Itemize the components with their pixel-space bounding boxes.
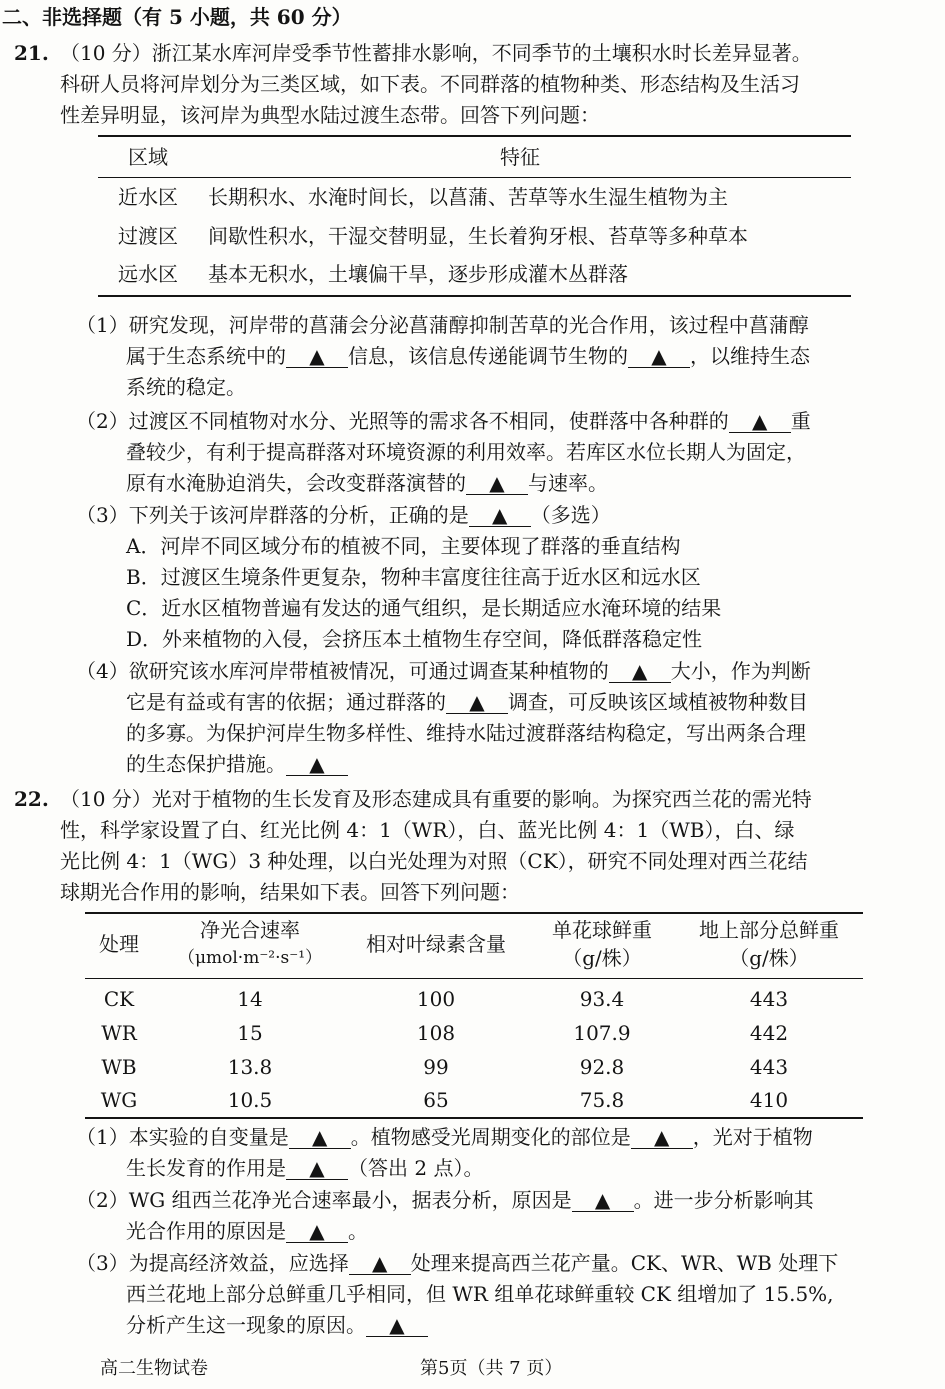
table-cell: 远水区 [118,262,178,286]
table-header: 处理 [99,932,139,956]
section-heading: 二、非选择题（有 5 小题，共 60 分） [2,5,352,29]
answer-blank[interactable]: ▲ [572,1189,634,1212]
table-header-unit: （g/株） [562,946,642,970]
q21-part4-line: 的生态保护措施。 ▲ [126,751,348,777]
table-cell: 14 [237,987,263,1011]
option-b[interactable]: B．过渡区生境条件更复杂，物种丰富度往往高于近水区和远水区 [126,565,701,589]
table-cell: 长期积水、水淹时间长，以菖蒲、苦草等水生湿生植物为主 [208,185,728,209]
table-cell: CK [103,987,135,1011]
table-cell: WG [100,1088,138,1112]
table-header-unit: （g/株） [729,946,809,970]
q22-intro-line: 性，科学家设置了白、红光比例 4：1（WR），白、蓝光比例 4：1（WB），白、绿 [60,818,795,842]
q21-part4-line: 它是有益或有害的依据；通过群落的 ▲ 调查，可反映该区域植被物种数目 [126,690,808,714]
table-header: 相对叶绿素含量 [366,932,506,956]
answer-blank[interactable]: ▲ [289,1126,351,1149]
answer-blank[interactable]: ▲ [349,1252,411,1275]
answer-blank[interactable]: ▲ [286,1220,348,1243]
table-header: 区域 [128,145,168,169]
q22-part3-line: 分析产生这一现象的原因。 ▲ [126,1312,428,1338]
table-cell: 410 [749,1088,789,1112]
answer-blank[interactable]: ▲ [469,504,531,527]
answer-blank[interactable]: ▲ [729,410,791,433]
answer-blank[interactable]: ▲ [446,691,508,714]
q21-part3-line: （3）下列关于该河岸群落的分析，正确的是 ▲ （多选） [76,503,611,527]
answer-blank[interactable]: ▲ [286,1157,348,1180]
table-cell: WR [101,1021,137,1045]
table-cell: 过渡区 [118,224,178,248]
footer-subject: 高二生物试卷 [100,1358,208,1379]
table-cell: 基本无积水，土壤偏干旱，逐步形成灌木丛群落 [208,262,628,286]
q21-intro-line: （10 分）浙江某水库河岸受季节性蓄排水影响，不同季节的土壤积水时长差异显著。 [60,41,812,65]
q21-part2-line: 原有水淹胁迫消失，会改变群落演替的 ▲ 与速率。 [126,471,608,495]
table-cell: 92.8 [579,1055,625,1079]
q22-number: 22. [14,787,49,811]
answer-blank[interactable]: ▲ [466,472,528,495]
answer-blank[interactable]: ▲ [286,345,348,368]
table-header: 地上部分总鲜重 [699,918,839,942]
table-cell: 100 [416,987,456,1011]
q21-part1-line: 属于生态系统中的 ▲ 信息，该信息传递能调节生物的 ▲ ，以维持生态 [126,344,810,368]
option-c[interactable]: C．近水区植物普遍有发达的通气组织，是长期适应水淹环境的结果 [126,596,722,620]
table-cell: 间歇性积水，干湿交替明显，生长着狗牙根、苔草等多种草本 [208,224,748,248]
q22-part2-line: （2）WG 组西兰花净光合速率最小，据表分析，原因是 ▲ 。进一步分析影响其 [76,1188,814,1212]
q21-number: 21. [14,41,49,65]
table-header-unit: （μmol·m⁻²·s⁻¹） [177,948,323,968]
answer-blank[interactable]: ▲ [609,660,671,683]
answer-blank[interactable]: ▲ [631,1126,693,1149]
option-d[interactable]: D．外来植物的入侵，会挤压本土植物生存空间，降低群落稳定性 [126,627,703,651]
table-cell: 93.4 [579,987,625,1011]
table-header: 净光合速率 [200,918,300,942]
table-cell: 108 [416,1021,456,1045]
option-a[interactable]: A．河岸不同区域分布的植被不同，主要体现了群落的垂直结构 [126,534,681,558]
table-cell: 442 [749,1021,789,1045]
q21-intro-line: 科研人员将河岸划分为三类区域，如下表。不同群落的植物种类、形态结构及生活习 [60,72,800,96]
q22-part1-line: 生长发育的作用是 ▲ （答出 2 点）。 [126,1156,484,1180]
table-cell: 15 [237,1021,263,1045]
q21-intro-line: 性差异明显，该河岸为典型水陆过渡生态带。回答下列问题： [60,103,600,127]
q22-part3-line: 西兰花地上部分总鲜重几乎相同，但 WR 组单花球鲜重较 CK 组增加了 15.5%, [126,1282,834,1306]
q22-intro-line: （10 分）光对于植物的生长发育及形态建成具有重要的影响。为探究西兰花的需光特 [60,787,812,811]
table-cell: 443 [749,987,789,1011]
q21-part1-line: 系统的稳定。 [126,375,246,399]
q21-part2-line: 叠较少，有利于提高群落对环境资源的利用效率。若库区水位长期人为固定， [126,440,806,464]
q21-part4-line: （4）欲研究该水库河岸带植被情况，可通过调查某种植物的 ▲ 大小，作为判断 [76,659,811,683]
q21-part2-line: （2）过渡区不同植物对水分、光照等的需求各不相同，使群落中各种群的 ▲ 重 [76,409,811,433]
q22-part2-line: 光合作用的原因是 ▲ 。 [126,1219,368,1243]
table-cell: 65 [423,1088,449,1112]
q22-part3-line: （3）为提高经济效益，应选择 ▲ 处理来提高西兰花产量。CK、WR、WB 处理下 [76,1251,839,1275]
table-cell: 10.5 [227,1088,273,1112]
table-cell: 443 [749,1055,789,1079]
footer-page-number: 第5页（共 7 页） [420,1358,563,1379]
answer-blank[interactable]: ▲ [628,345,690,368]
table-header: 单花球鲜重 [552,918,652,942]
table-cell: 107.9 [573,1021,631,1045]
table-cell: 近水区 [118,185,178,209]
table-cell: WB [101,1055,137,1079]
q22-part1-line: （1）本实验的自变量是 ▲ 。植物感受光周期变化的部位是 ▲ ，光对于植物 [76,1125,813,1149]
table-cell: 13.8 [227,1055,273,1079]
table-cell: 75.8 [579,1088,625,1112]
q21-part4-line: 的多寡。为保护河岸生物多样性、维持水陆过渡群落结构稳定，写出两条合理 [126,721,806,745]
answer-blank[interactable]: ▲ [366,1314,428,1337]
q21-part1-line: （1）研究发现，河岸带的菖蒲会分泌菖蒲醇抑制苦草的光合作用，该过程中菖蒲醇 [76,313,809,337]
table-cell: 99 [423,1055,449,1079]
q22-intro-line: 球期光合作用的影响，结果如下表。回答下列问题： [60,880,520,904]
table-header: 特征 [500,145,540,169]
answer-blank[interactable]: ▲ [286,753,348,776]
q22-intro-line: 光比例 4：1（WG）3 种处理，以白光处理为对照（CK），研究不同处理对西兰花结 [60,849,808,873]
